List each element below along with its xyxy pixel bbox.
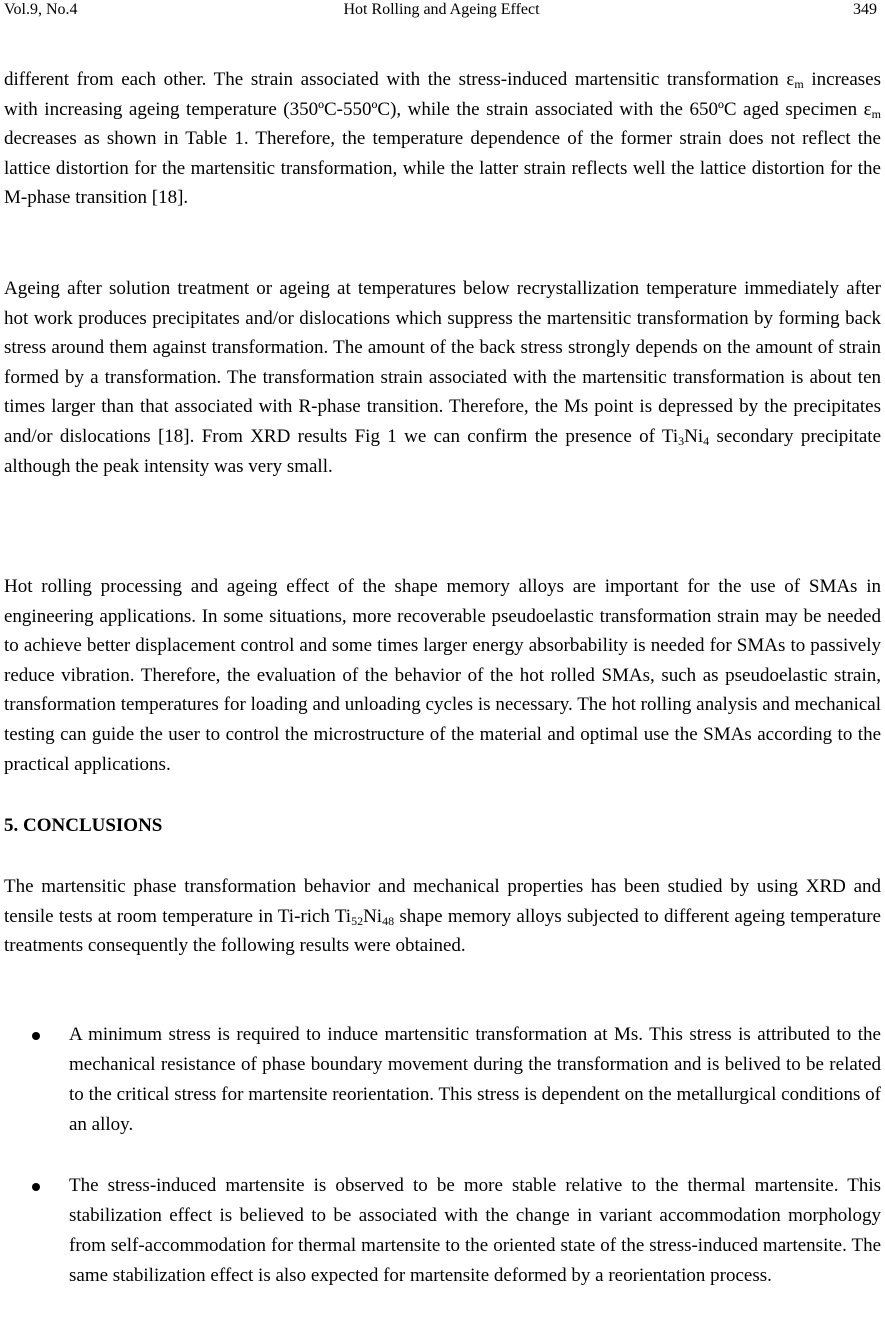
text-run: different from each other. The strain associated with the stress-induced martensitic transformation ε xyxy=(4,69,795,90)
subscript: 4 xyxy=(703,433,710,448)
page-number: 349 xyxy=(853,1,877,18)
subscript: 48 xyxy=(382,913,395,928)
text-run: Ageing after solution treatment or ageing at temperatures below recrystallization temperature immediately after hot work produces precipitates and/or dislocations which suppress the martensitic transformation by forming back stress around them against transformation. The amount of the back stress strongly depends on the amount of strain formed by a transformation. The transformation strain associated with the martensitic transformation is about ten times larger than that associated with R-phase transition. Therefore, the Ms point is depressed by the precipitates and/or dislocations [18]. From XRD results Fig 1 we can confirm the presence of Ti xyxy=(4,278,881,447)
subscript: m xyxy=(871,106,881,121)
journal-volume: Vol.9, No.4 xyxy=(4,1,78,18)
bullet-dot-icon xyxy=(32,1032,40,1040)
bullet-text: The stress-induced martensite is observed to be more stable relative to the thermal martensite. This stabilization effect is believed to be associated with the change in variant accommodation morphology from self-accommodation for thermal martensite to the oriented state of the stress-induced martensite. The same stabilization effect is also expected for martensite deformed by a reorientation process. xyxy=(69,1175,881,1286)
paragraph-text: Hot rolling processing and ageing effect of the shape memory alloys are important for the use of SMAs in engineering applications. In some situations, more recoverable pseudoelastic transformation strain may be needed to achieve better displacement control and some times larger energy absorbability is needed for SMAs to passively reduce vibration. Therefore, the evaluation of the behavior of the hot rolled SMAs, such as pseudoelastic strain, transformation temperatures for loading and unloading cycles is necessary. The hot rolling analysis and mechanical testing can guide the user to control the microstructure of the material and optimal use the SMAs according to the practical applications. xyxy=(4,576,881,775)
paragraph-strain-discussion xyxy=(4,65,881,213)
running-title: Hot Rolling and Ageing Effect xyxy=(343,1,540,18)
subscript: 3 xyxy=(678,433,685,448)
running-head xyxy=(4,0,879,20)
subscript: m xyxy=(794,77,804,91)
bullet-text: A minimum stress is required to induce martensitic transformation at Ms. This stress is attributed to the mechanical resistance of phase boundary movement during the transformation and is belived to be related to the critical stress for martensite reorientation. This stress is dependent on the metallurgical conditions of an alloy. xyxy=(69,1024,881,1135)
paragraph-conclusions-intro xyxy=(4,872,881,961)
paragraph-ageing-precipitates xyxy=(4,274,881,481)
text-run: secondary precipitate although the peak intensity was very small. xyxy=(4,425,881,477)
bullet-item xyxy=(4,1020,881,1140)
bullet-dot-icon xyxy=(32,1183,40,1191)
text-run: increases with increasing ageing temperature (350ºC-550ºC), while the strain associated with the 650ºC aged specimen ε xyxy=(4,69,881,120)
section-heading-conclusions: 5. CONCLUSIONS xyxy=(4,815,163,836)
text-run: The martensitic phase transformation behavior and mechanical properties has been studied by using XRD and tensile tests at room temperature in Ti-rich Ti xyxy=(4,876,881,927)
text-run: Ni xyxy=(684,425,704,447)
subscript: 52 xyxy=(351,913,364,928)
paragraph-hot-rolling-applications xyxy=(4,572,881,779)
text-run: decreases as shown in Table 1. Therefore, the temperature dependence of the former strain does not reflect the lattice distortion for the martensitic transformation, while the latter strain reflects well the lattice distortion for the M-phase transition [18]. xyxy=(4,128,881,209)
text-run: Ni xyxy=(363,905,383,927)
text-run: shape memory alloys subjected to different ageing temperature treatments consequently the following results were obtained. xyxy=(4,905,881,957)
bullet-item xyxy=(4,1171,881,1291)
